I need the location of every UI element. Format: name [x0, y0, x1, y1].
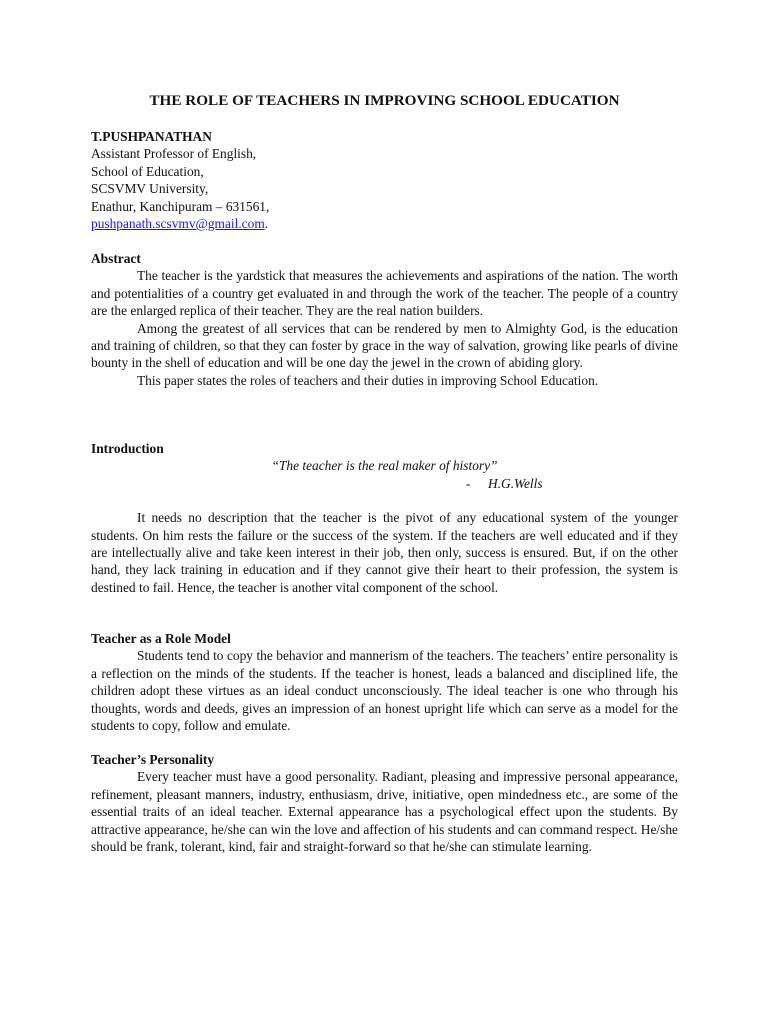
epigraph-quote: “The teacher is the real maker of history”	[271, 458, 498, 474]
abstract-paragraph: This paper states the roles of teachers and their duties in improving School Education.	[137, 372, 599, 388]
author-affiliation-line: SCSVMV University,	[91, 181, 209, 197]
abstract-paragraph: Among the greatest of all services that can be rendered by men to Almighty God, is the education and training of children, so that they can foster by grace in the way of salvation, growing like pearls of divine bounty in the shell of education and will be one day the jewel in the crown of abiding glory.	[91, 320, 678, 371]
author-affiliation-line: Enathur, Kanchipuram – 631561,	[91, 198, 270, 214]
role-model-paragraph: Students tend to copy the behavior and mannerism of the teachers. The teachers’ entire personality is a reflection on the minds of the students. If the teacher is honest, leads a balanced and disciplined life, the children adopt these virtues as an ideal conduct unconsciously. The ideal teacher is one who through his thoughts, words and deeds, gives an impression of an honest upright life which can serve as a model for the students to copy, follow and emulate.	[91, 648, 678, 734]
author-name: T.PUSHPANATHAN	[91, 129, 212, 144]
author-affiliation-line: School of Education,	[91, 163, 204, 179]
role-model-section	[91, 630, 678, 734]
author-email-line	[91, 215, 678, 232]
author-email-suffix: .	[264, 216, 269, 232]
epigraph-dash: -	[466, 475, 471, 491]
epigraph-author: H.G.Wells	[488, 475, 543, 491]
author-email-link[interactable]: pushpanath.scsvmv@gmail.com	[91, 216, 265, 232]
personality-section	[91, 751, 678, 855]
abstract-paragraph: The teacher is the yardstick that measures the achievements and aspirations of the nation. The worth and potentialities of a country get evaluated in and through the work of the teacher. The people of a country are the enlarged replica of their teacher. They are the real nation builders.	[91, 268, 678, 319]
author-affiliation-line: Assistant Professor of English,	[91, 146, 257, 162]
epigraph-attribution	[91, 475, 678, 492]
abstract-section	[91, 250, 678, 389]
personality-heading: Teacher’s Personality	[91, 752, 215, 767]
document-title: THE ROLE OF TEACHERS IN IMPROVING SCHOOL EDUCATION	[149, 92, 620, 109]
introduction-paragraph: It needs no description that the teacher is the pivot of any educational system of the younger students. On him rests the failure or the success of the system. If the teachers are well educated and if they are intellectually alive and take keen interest in their job, then only, success is ensured. But, if on the other hand, they lack training in education and if they cannot give their heart to their profession, the system is destined to fail. Hence, the teacher is another vital component of the school.	[91, 510, 678, 595]
introduction-heading: Introduction	[91, 441, 164, 456]
author-block	[91, 128, 678, 232]
role-model-heading: Teacher as a Role Model	[91, 631, 231, 646]
personality-paragraph: Every teacher must have a good personality. Radiant, pleasing and impressive personal appearance, refinement, pleasant manners, industry, enthusiasm, drive, initiative, open mindedness etc., are some of the essential traits of an ideal teacher. External appearance has a psychological effect upon the students. By attractive appearance, he/she can win the love and affection of his students and can command respect. He/she should be frank, tolerant, kind, fair and straight-forward so that he/she can stimulate learning.	[91, 769, 678, 855]
introduction-section	[91, 440, 678, 596]
abstract-heading: Abstract	[91, 251, 141, 266]
